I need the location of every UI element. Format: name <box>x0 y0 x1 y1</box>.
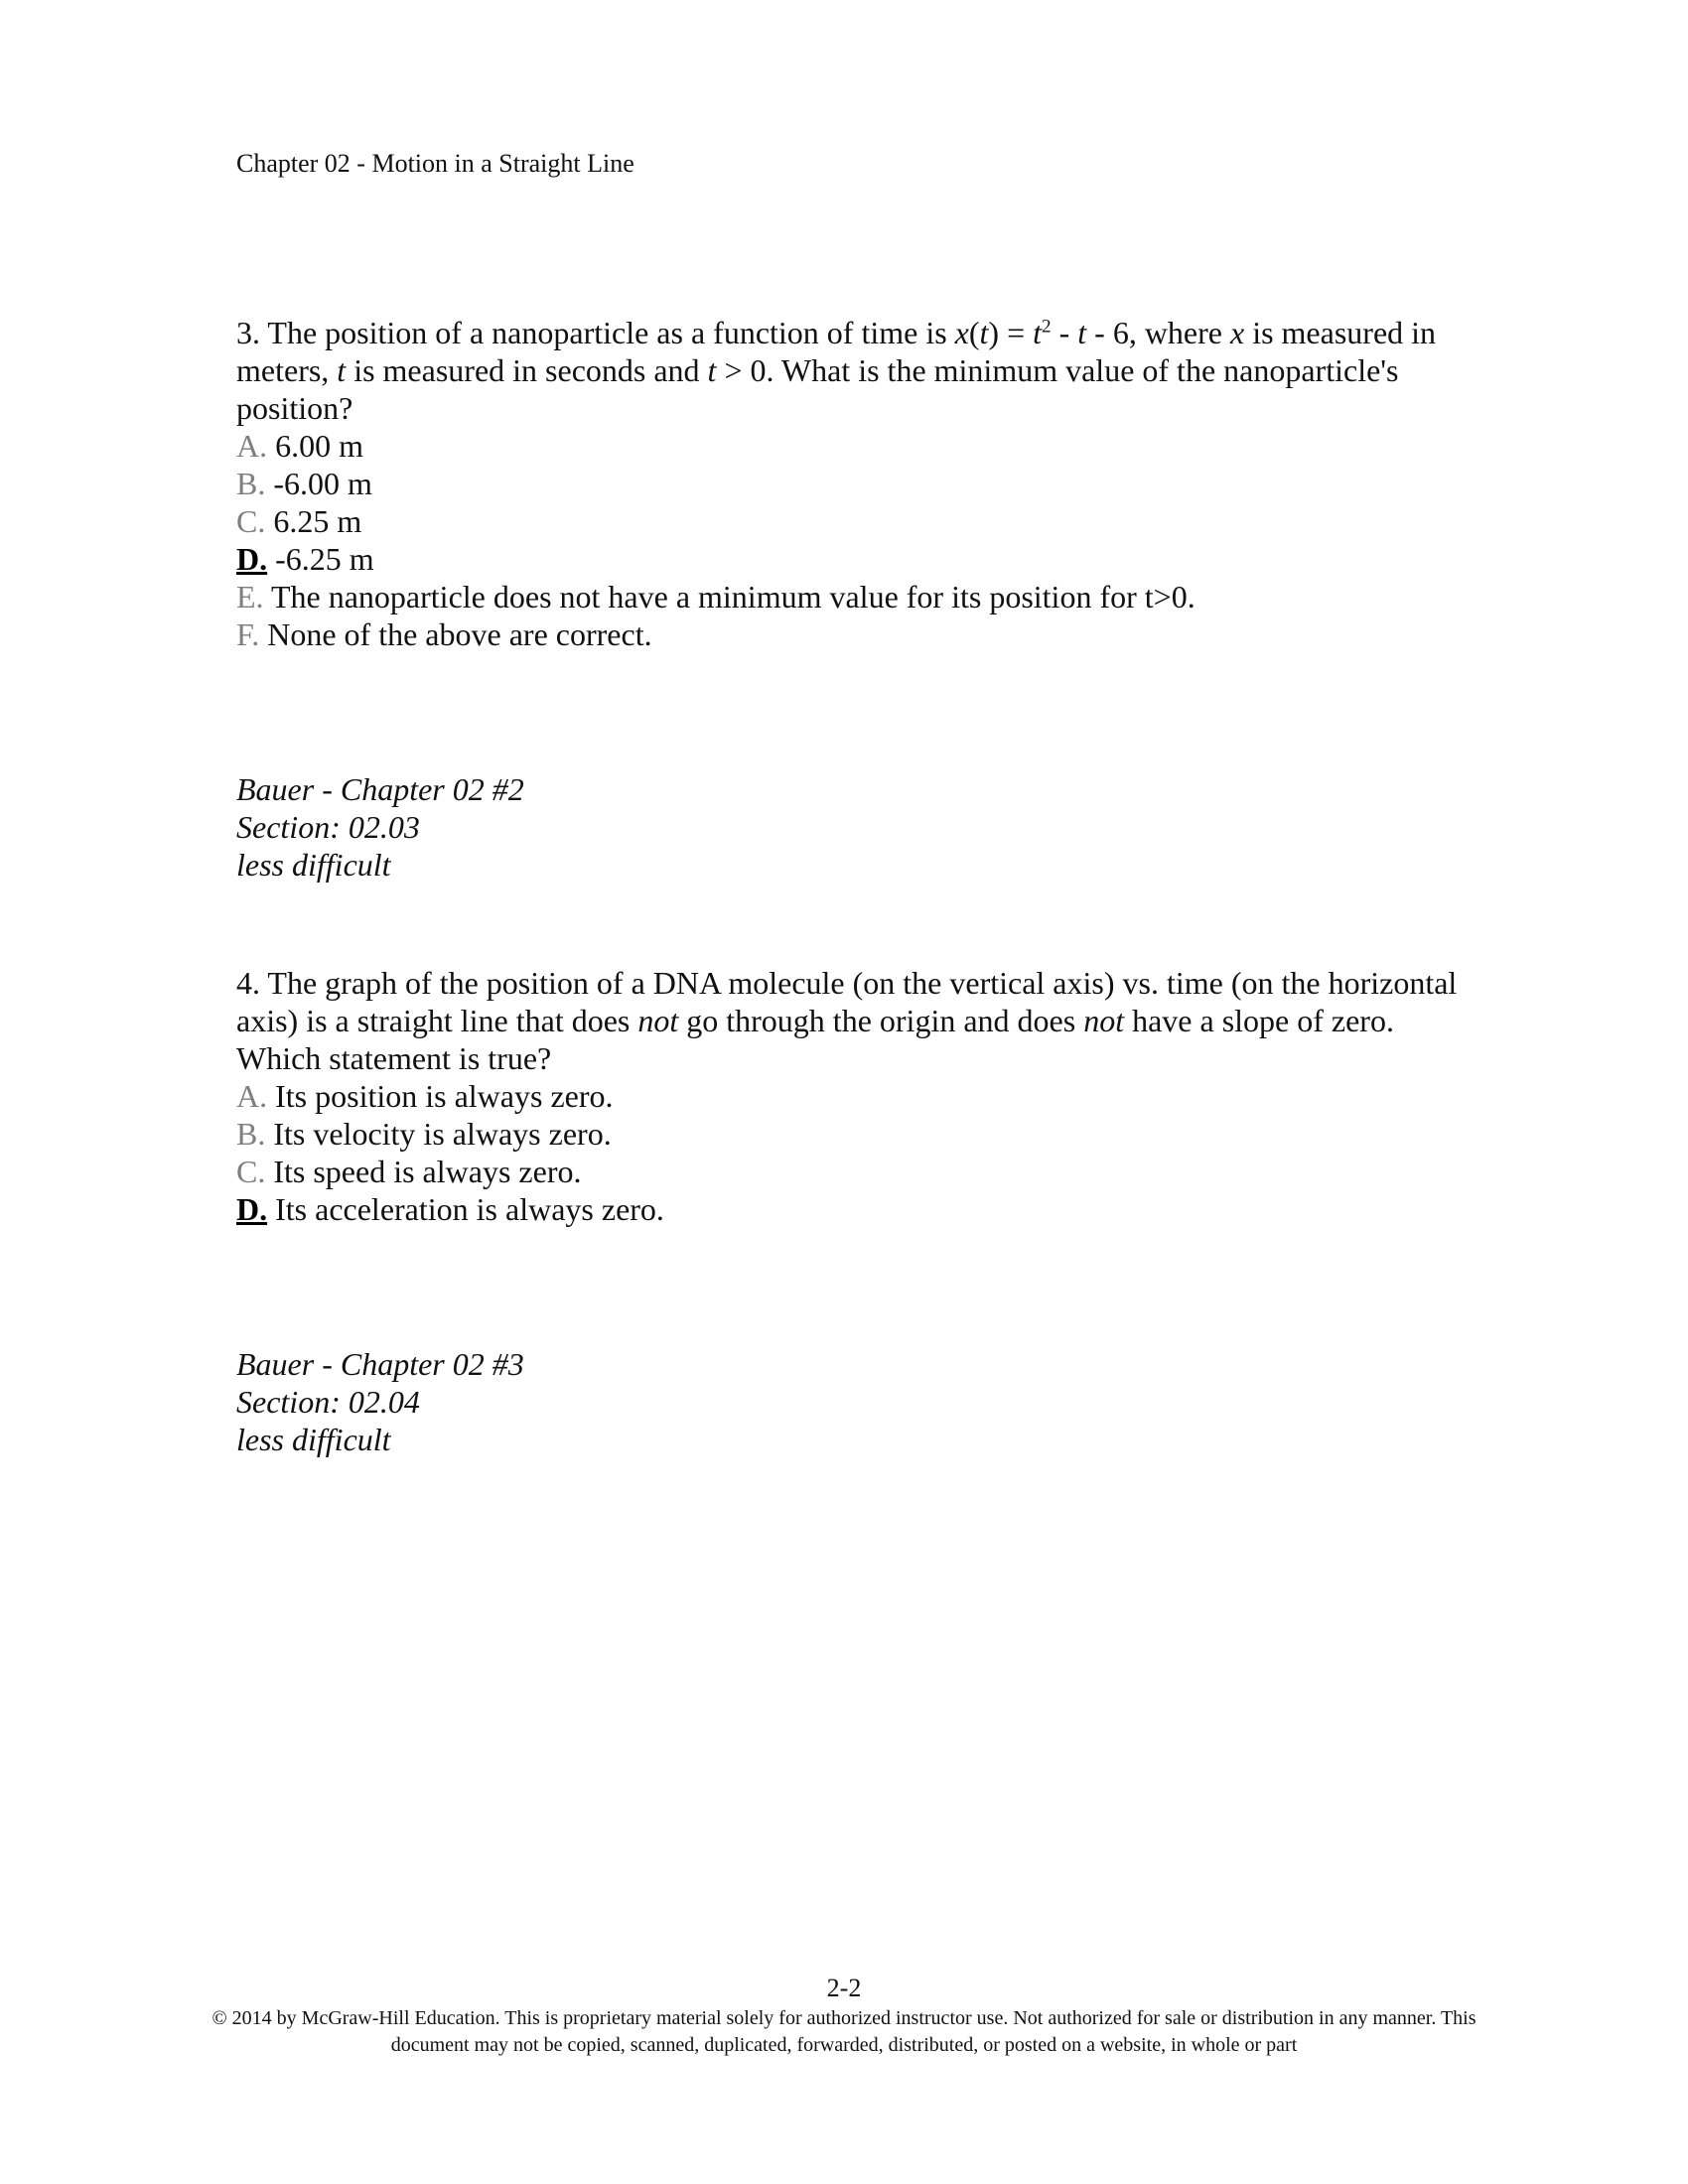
option-c: C. 6.25 m <box>236 503 362 539</box>
option-d-correct: D. Its acceleration is always zero. <box>236 1191 664 1227</box>
page-number: 2-2 <box>826 1974 862 2002</box>
source-reference: Bauer - Chapter 02 #3 <box>236 1346 524 1382</box>
chapter-header: Chapter 02 - Motion in a Straight Line <box>236 149 634 178</box>
difficulty-label: less difficult <box>236 1422 391 1457</box>
difficulty-label: less difficult <box>236 847 391 883</box>
option-a: A. 6.00 m <box>236 428 363 464</box>
option-b: B. -6.00 m <box>236 466 372 501</box>
option-b: B. Its velocity is always zero. <box>236 1116 612 1152</box>
option-a: A. Its position is always zero. <box>236 1078 614 1114</box>
section-reference: Section: 02.03 <box>236 809 420 845</box>
question-stem: 3. The position of a nanoparticle as a function of time is $x(t) = t^2 - t - 6$, where x is measured in meters, t is measured in seconds and t > 0. What is the minimum value of the nanoparticle's position? <box>236 315 1437 426</box>
option-e: E. The nanoparticle does not have a minimum value for its position for t>0. <box>236 579 1196 614</box>
question-stem: 4. The graph of the position of a DNA molecule (on the vertical axis) vs. time (on the horizontal axis) is a straight line that does not go through the origin and does not have a slope of zero. Which statement is true? <box>236 965 1458 1076</box>
copyright-notice: © 2014 by McGraw-Hill Education. This is proprietary material solely for authorized instructor use. Not authorized for sale or distribution in any manner. This document may not be copied, scanned, duplicated, forwarded, distributed, or posted on a website, in whole or part <box>211 2007 1477 2056</box>
option-f: F. None of the above are correct. <box>236 616 652 652</box>
question-4 <box>236 964 1477 1228</box>
source-reference: Bauer - Chapter 02 #2 <box>236 771 524 807</box>
section-reference: Section: 02.04 <box>236 1384 420 1420</box>
question-4-metadata <box>236 1345 524 1458</box>
question-3-metadata <box>236 770 524 884</box>
option-c: C. Its speed is always zero. <box>236 1154 582 1189</box>
option-d-correct: D. -6.25 m <box>236 541 374 577</box>
question-3 <box>236 314 1477 653</box>
